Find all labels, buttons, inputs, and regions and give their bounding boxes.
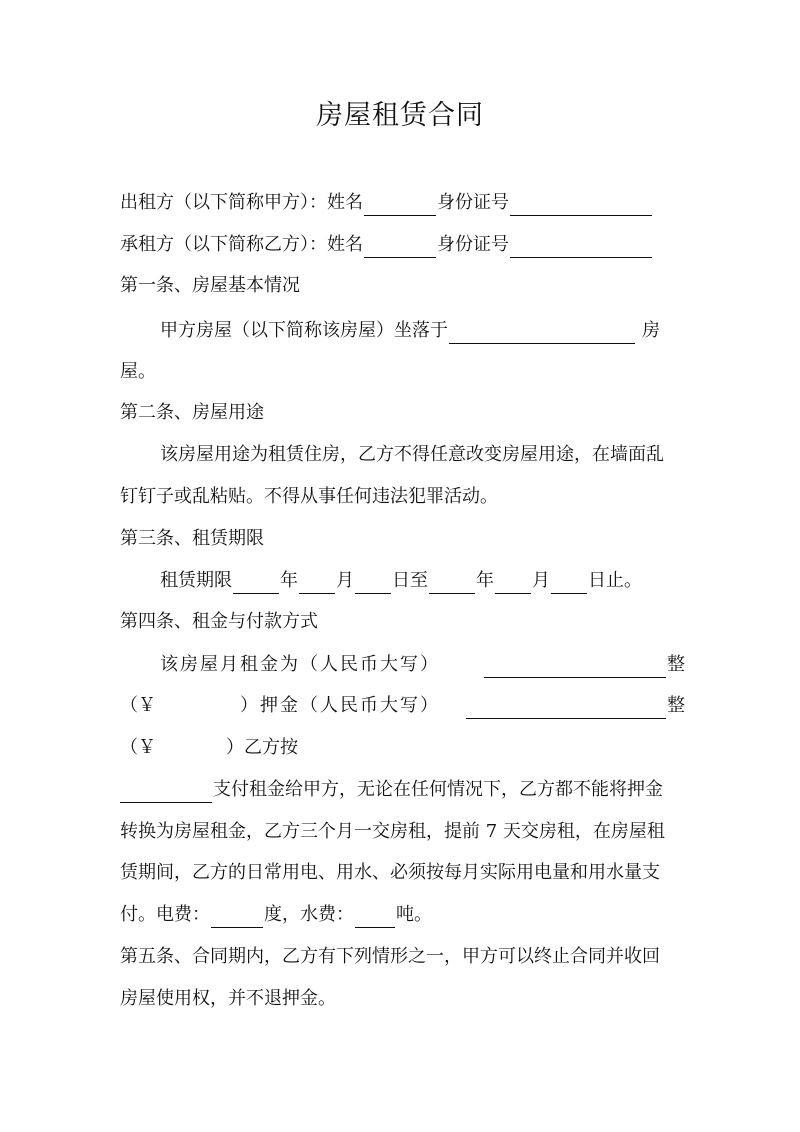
electricity-blank <box>211 907 263 928</box>
article-1-end: 房 <box>642 320 660 341</box>
deposit-yen-open: （￥ <box>120 737 156 758</box>
start-day-blank <box>355 573 391 594</box>
article-1-text: 甲方房屋（以下简称该房屋）坐落于 <box>160 320 448 341</box>
end-month-blank <box>495 573 531 594</box>
end-day-blank <box>551 573 587 594</box>
payment-method-blank <box>120 782 212 803</box>
article-1-line-2: 屋。 <box>120 361 156 382</box>
day-end: 日止。 <box>588 570 642 591</box>
article-1-heading: 第一条、房屋基本情况 <box>120 275 300 296</box>
deposit-line <box>120 693 685 719</box>
end-year-blank <box>429 573 475 594</box>
water-blank <box>355 907 395 928</box>
pay-by: ）乙方按 <box>226 737 298 758</box>
article-2-line-1: 该房屋用途为租赁住房，乙方不得任意改变房屋用途，在墙面乱 <box>160 444 664 465</box>
rent-yen-open: （￥ <box>120 695 156 716</box>
water-label: 度，水费： <box>264 904 354 925</box>
article-4-line-4 <box>120 777 685 803</box>
article-5-line-2: 房屋使用权，并不退押金。 <box>120 988 336 1009</box>
lessor-id-blank <box>510 195 652 216</box>
start-month-blank <box>299 573 335 594</box>
start-year-unit: 年 <box>280 570 298 591</box>
start-year-blank <box>233 573 279 594</box>
rent-label: 该房屋月租金为（人民币大写） <box>160 654 440 675</box>
deposit-amount-blank <box>466 698 666 719</box>
lessee-name-blank <box>364 237 436 258</box>
article-4-line-5: 转换为房屋租金，乙方三个月一交房租，提前 7 天交房租，在房屋租 <box>120 821 665 842</box>
lessor-name-blank <box>364 195 436 216</box>
article-2-line-2: 钉钉子或乱粘贴。不得从事任何违法犯罪活动。 <box>120 486 498 507</box>
article-4-heading: 第四条、租金与付款方式 <box>120 611 318 632</box>
article-1-line-1 <box>160 318 685 344</box>
deposit-whole: 整 <box>667 695 685 716</box>
lessee-line <box>120 232 685 258</box>
lease-term-label: 租赁期限 <box>160 570 232 591</box>
day-to: 日至 <box>392 570 428 591</box>
payment-method-line <box>120 735 685 761</box>
lessee-id-blank <box>510 237 652 258</box>
article-5-line-1: 第五条、合同期内，乙方有下列情形之一，甲方可以终止合同并收回 <box>120 946 660 967</box>
article-4-line-6: 赁期间，乙方的日常用电、用水、必须按每月实际用电量和用水量支 <box>120 862 660 883</box>
deposit-label: ）押金（人民币大写） <box>240 695 440 716</box>
article-4-text-4: 支付租金给甲方，无论在任何情况下，乙方都不能将押金 <box>213 779 663 800</box>
water-unit: 吨。 <box>396 904 432 925</box>
lessee-id-label: 身份证号 <box>437 234 509 255</box>
article-4-line-7 <box>120 902 685 928</box>
electricity-label: 付。电费： <box>120 904 210 925</box>
lessee-prefix: 承租方（以下简称乙方）：姓名 <box>120 234 363 255</box>
end-month-unit: 月 <box>532 570 550 591</box>
article-2-heading: 第二条、房屋用途 <box>120 402 264 423</box>
lessor-line <box>120 190 685 216</box>
rent-amount-blank <box>484 657 666 678</box>
start-month-unit: 月 <box>336 570 354 591</box>
lease-term-line <box>160 568 685 594</box>
rent-line <box>160 652 685 678</box>
lessor-id-label: 身份证号 <box>437 192 509 213</box>
rent-whole: 整 <box>667 654 685 675</box>
end-year-unit: 年 <box>476 570 494 591</box>
location-blank <box>449 323 635 344</box>
article-3-heading: 第三条、租赁期限 <box>120 528 264 549</box>
lessor-prefix: 出租方（以下简称甲方）：姓名 <box>120 192 363 213</box>
page-title: 房屋租赁合同 <box>316 100 484 131</box>
